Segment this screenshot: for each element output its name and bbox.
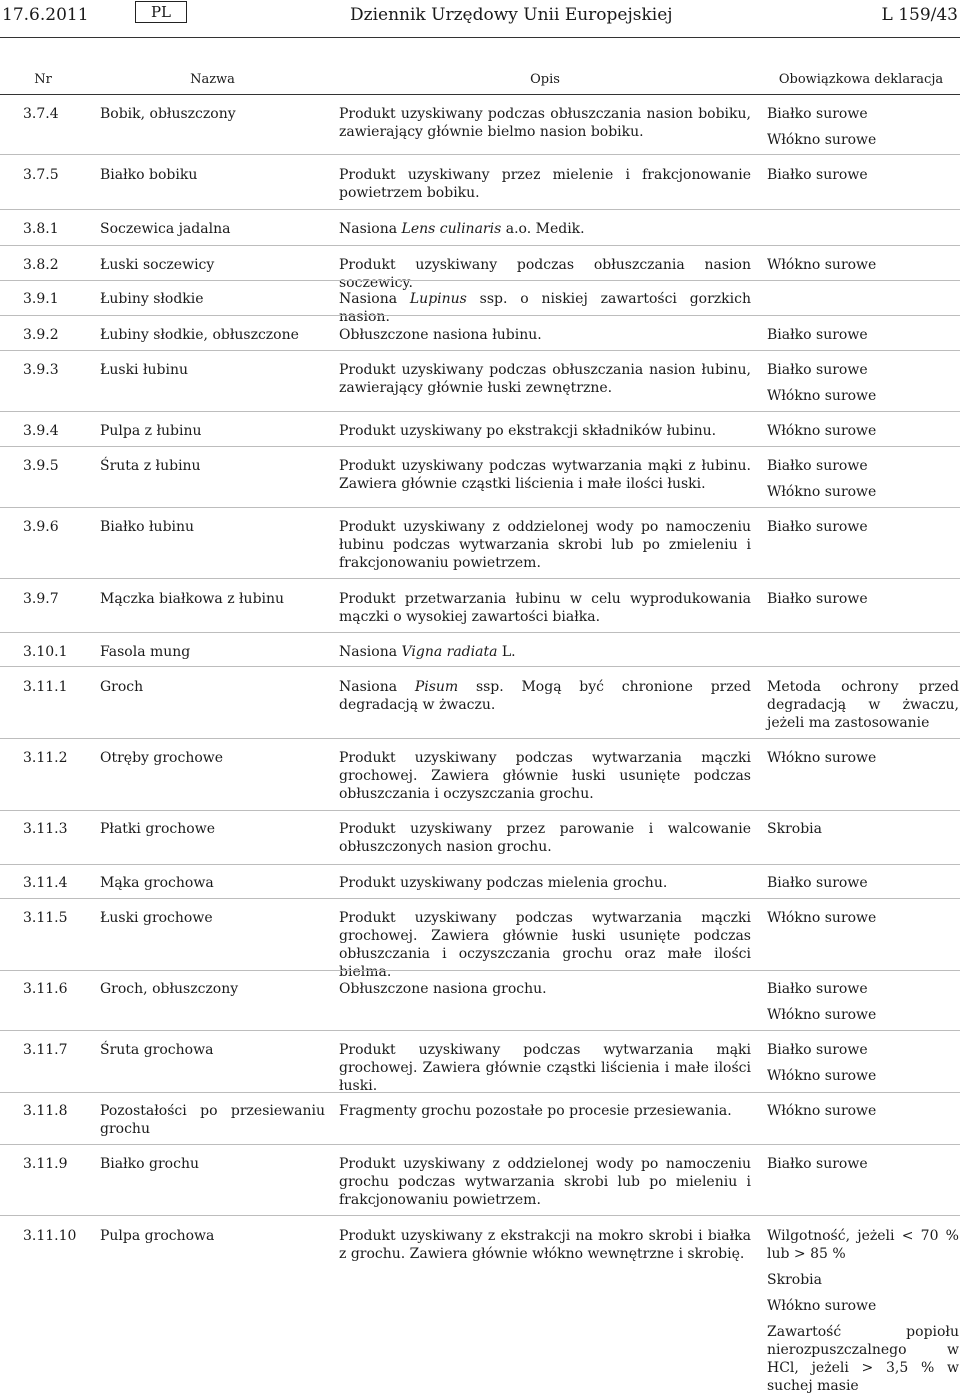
row-description: Produkt uzyskiwany podczas wytwarzania mączki grochowej. Zawiera głównie łuski usunięte podczas obłuszczania i oczyszczania grochu oraz małe ilości bielma. <box>339 910 751 980</box>
row-description: Produkt uzyskiwany podczas wytwarzania mąki grochowej. Zawiera głównie cząstki liścienia i małe ilości łuski. <box>339 1042 751 1094</box>
declaration-item: Białko surowe <box>767 519 868 535</box>
description-text: ssp. Mogą być chronione przed degradacją w żwaczu. <box>339 679 751 713</box>
declaration-item: Włókno surowe <box>767 132 877 148</box>
row-number: 3.11.9 <box>23 1156 68 1172</box>
row-declaration <box>767 518 959 536</box>
row-number: 3.7.5 <box>23 167 59 183</box>
row-declaration <box>767 1102 959 1120</box>
row-name: Białko bobiku <box>100 167 198 183</box>
row-number: 3.8.1 <box>23 221 59 237</box>
row-separator <box>0 411 960 412</box>
row-separator <box>0 632 960 633</box>
row-description: Produkt uzyskiwany przez mielenie i frakcjonowanie powietrzem bobiku. <box>339 167 751 201</box>
row-description: Produkt uzyskiwany podczas mielenia grochu. <box>339 875 668 891</box>
row-separator <box>0 970 960 971</box>
table-header-rule <box>0 94 960 95</box>
page-header <box>0 0 960 30</box>
row-name: Groch, obłuszczony <box>100 981 239 997</box>
row-number: 3.9.5 <box>23 458 59 474</box>
species-name: Pisum <box>414 679 459 695</box>
row-name: Śruta grochowa <box>100 1042 214 1058</box>
species-name: Lens culinaris <box>401 221 502 237</box>
description-text: Nasiona <box>339 291 410 307</box>
species-name: Lupinus <box>409 291 467 307</box>
row-number: 3.9.1 <box>23 291 59 307</box>
declaration-item: Białko surowe <box>767 106 868 122</box>
row-description: Produkt uzyskiwany przez parowanie i walcowanie obłuszczonych nasion grochu. <box>339 821 751 855</box>
row-number: 3.11.5 <box>23 910 68 926</box>
description-text: a.o. Medik. <box>501 221 585 237</box>
description-text: Nasiona <box>339 644 402 660</box>
row-description <box>339 220 751 238</box>
column-header-nr: Nr <box>34 72 52 87</box>
column-header-desc: Opis <box>530 72 560 87</box>
declaration-item: Włókno surowe <box>767 1298 877 1314</box>
row-description: Produkt uzyskiwany podczas obłuszczania nasion bobiku, zawierający głównie bielmo nasion bobiku. <box>339 106 751 140</box>
declaration-item: Włókno surowe <box>767 1007 877 1023</box>
row-declaration <box>767 166 959 184</box>
row-separator <box>0 1092 960 1093</box>
declaration-item: Białko surowe <box>767 981 868 997</box>
row-description: Produkt uzyskiwany podczas obłuszczania nasion łubinu, zawierający głównie łuski zewnętrzne. <box>339 362 751 396</box>
row-number: 3.11.2 <box>23 750 68 766</box>
row-declaration <box>767 256 959 274</box>
row-declaration <box>767 105 959 149</box>
row-description: Produkt przetwarzania łubinu w celu wyprodukowania mączki o wysokiej zawartości białka. <box>339 591 751 625</box>
declaration-item: Włókno surowe <box>767 910 877 926</box>
row-name: Śruta z łubinu <box>100 458 201 474</box>
row-separator <box>0 666 960 667</box>
journal-title: Dziennik Urzędowy Unii Europejskiej <box>350 5 673 25</box>
row-description <box>339 643 751 661</box>
declaration-item: Białko surowe <box>767 327 868 343</box>
declaration-item: Białko surowe <box>767 1156 868 1172</box>
row-declaration <box>767 678 959 732</box>
table-header <box>0 68 960 92</box>
row-number: 3.11.7 <box>23 1042 68 1058</box>
row-name: Białko łubinu <box>100 519 195 535</box>
column-header-decl: Obowiązkowa deklaracja <box>778 72 944 87</box>
language-badge: PL <box>135 1 187 23</box>
declaration-item: Białko surowe <box>767 167 868 183</box>
row-name: Mąka grochowa <box>100 875 214 891</box>
row-separator <box>0 154 960 155</box>
declaration-item: Włókno surowe <box>767 1068 877 1084</box>
row-name: Fasola mung <box>100 644 191 660</box>
row-description <box>339 290 751 326</box>
row-declaration <box>767 820 959 838</box>
row-description: Produkt uzyskiwany podczas obłuszczania nasion soczewicy. <box>339 257 751 291</box>
row-description: Produkt uzyskiwany z oddzielonej wody po namoczeniu grochu podczas wytwarzania skrobi lub po mieleniu i frakcjonowaniu powietrzem. <box>339 1156 751 1208</box>
row-name: Soczewica jadalna <box>100 221 231 237</box>
row-number: 3.8.2 <box>23 257 59 273</box>
declaration-item: Białko surowe <box>767 875 868 891</box>
row-declaration <box>767 1227 959 1395</box>
declaration-item: Białko surowe <box>767 362 868 378</box>
row-name: Bobik, obłuszczony <box>100 106 236 122</box>
species-name: Vigna radiata <box>401 644 498 660</box>
header-rule <box>0 37 960 38</box>
row-name: Mączka białkowa z łubinu <box>100 591 285 607</box>
row-number: 3.11.1 <box>23 679 68 695</box>
declaration-item: Włókno surowe <box>767 750 877 766</box>
row-number: 3.9.3 <box>23 362 59 378</box>
row-declaration <box>767 422 959 440</box>
column-header-name: Nazwa <box>190 72 235 87</box>
row-declaration <box>767 1041 959 1085</box>
row-name: Łuski łubinu <box>100 362 189 378</box>
declaration-item: Skrobia <box>767 1272 822 1288</box>
description-text: Nasiona <box>339 221 402 237</box>
row-declaration <box>767 590 959 608</box>
row-number: 3.9.7 <box>23 591 59 607</box>
row-declaration <box>767 361 959 405</box>
row-declaration <box>767 874 959 892</box>
declaration-item: Metoda ochrony przed degradacją w żwaczu, jeżeli ma zastosowanie <box>767 679 959 731</box>
row-separator <box>0 738 960 739</box>
row-name: Otręby grochowe <box>100 750 224 766</box>
row-separator <box>0 1215 960 1216</box>
row-name: Płatki grochowe <box>100 821 215 837</box>
row-separator <box>0 864 960 865</box>
row-name: Pulpa grochowa <box>100 1228 215 1244</box>
row-declaration <box>767 749 959 767</box>
row-description: Produkt uzyskiwany podczas wytwarzania mączki grochowej. Zawiera głównie łuski usunięte podczas obłuszczania i oczyszczania grochu. <box>339 750 751 802</box>
row-number: 3.10.1 <box>23 644 68 660</box>
row-declaration <box>767 980 959 1024</box>
row-separator <box>0 350 960 351</box>
row-number: 3.7.4 <box>23 106 59 122</box>
declaration-item: Wilgotność, jeżeli < 70 % lub > 85 % <box>767 1228 959 1262</box>
description-text: L. <box>497 644 516 660</box>
row-name: Białko grochu <box>100 1156 199 1172</box>
page-reference: L 159/43 <box>881 5 958 25</box>
row-name: Groch <box>100 679 144 695</box>
row-separator <box>0 810 960 811</box>
row-number: 3.9.2 <box>23 327 59 343</box>
publication-date: 17.6.2011 <box>2 5 89 25</box>
row-separator <box>0 1030 960 1031</box>
row-description: Produkt uzyskiwany z ekstrakcji na mokro skrobi i białka z grochu. Zawiera głównie włókno wewnętrzne i skrobię. <box>339 1228 751 1262</box>
row-number: 3.11.4 <box>23 875 68 891</box>
row-separator <box>0 446 960 447</box>
row-separator <box>0 578 960 579</box>
row-separator <box>0 1144 960 1145</box>
row-declaration <box>767 1155 959 1173</box>
row-separator <box>0 245 960 246</box>
row-name: Pozostałości po przesiewaniu grochu <box>100 1103 325 1137</box>
declaration-item: Włókno surowe <box>767 484 877 500</box>
declaration-item: Włókno surowe <box>767 257 877 273</box>
row-declaration <box>767 457 959 501</box>
declaration-item: Białko surowe <box>767 1042 868 1058</box>
row-number: 3.11.8 <box>23 1103 68 1119</box>
row-number: 3.9.6 <box>23 519 59 535</box>
declaration-item: Włókno surowe <box>767 388 877 404</box>
row-declaration <box>767 326 959 344</box>
row-separator <box>0 507 960 508</box>
declaration-item: Zawartość popiołu nierozpuszczalnego w HCl, jeżeli > 3,5 % w suchej masie <box>767 1324 959 1394</box>
row-number: 3.11.10 <box>23 1228 77 1244</box>
description-text: Nasiona <box>339 679 415 695</box>
row-separator <box>0 280 960 281</box>
row-separator <box>0 209 960 210</box>
row-description <box>339 678 751 714</box>
row-number: 3.9.4 <box>23 423 59 439</box>
row-description: Obłuszczone nasiona łubinu. <box>339 327 542 343</box>
row-name: Łuski soczewicy <box>100 257 215 273</box>
row-description: Produkt uzyskiwany z oddzielonej wody po namoczeniu łubinu podczas wytwarzania skrobi lub po zmieleniu i frakcjonowaniu powietrzem. <box>339 519 751 571</box>
row-separator <box>0 315 960 316</box>
row-number: 3.11.6 <box>23 981 68 997</box>
row-description: Produkt uzyskiwany podczas wytwarzania mąki z łubinu. Zawiera głównie cząstki liścienia i małe ilości łuski. <box>339 458 751 492</box>
declaration-item: Skrobia <box>767 821 822 837</box>
row-name: Łubiny słodkie <box>100 291 204 307</box>
row-name: Łuski grochowe <box>100 910 213 926</box>
row-description: Fragmenty grochu pozostałe po procesie przesiewania. <box>339 1103 732 1119</box>
row-description: Produkt uzyskiwany po ekstrakcji składników łubinu. <box>339 423 717 439</box>
declaration-item: Białko surowe <box>767 591 868 607</box>
declaration-item: Włókno surowe <box>767 1103 877 1119</box>
description-text: ssp. o niskiej zawartości gorzkich nasion. <box>339 291 751 325</box>
row-separator <box>0 898 960 899</box>
declaration-item: Włókno surowe <box>767 423 877 439</box>
row-name: Pulpa z łubinu <box>100 423 202 439</box>
row-name: Łubiny słodkie, obłuszczone <box>100 327 299 343</box>
row-number: 3.11.3 <box>23 821 68 837</box>
row-declaration <box>767 909 959 927</box>
row-description: Obłuszczone nasiona grochu. <box>339 981 547 997</box>
declaration-item: Białko surowe <box>767 458 868 474</box>
